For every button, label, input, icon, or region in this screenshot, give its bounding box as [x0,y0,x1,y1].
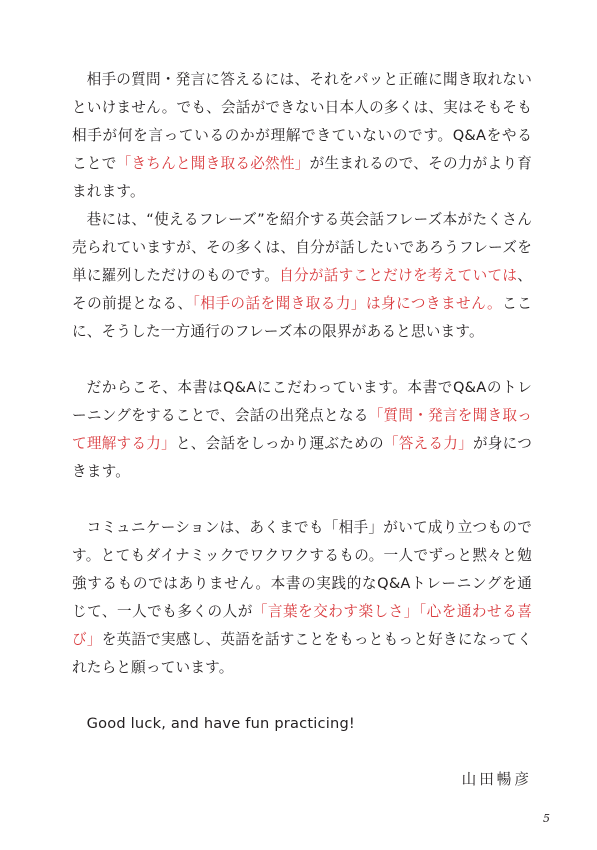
text-run: 巷には、“使えるフレーズ”を紹介する英会話フレーズ本がたくさん売られていますが、その多くは、自分が話したいであろうフレーズを単に羅列しただけのものです。 [72,211,532,284]
author-signature: 山田暢彦 [461,771,532,788]
text-run: 、その前提となる、 [72,267,532,312]
highlighted-phrase: 「相手の話を聞き取る力」は身につきません。 [192,295,503,312]
highlighted-phrase: 「答える力」 [383,435,473,452]
paragraph-3 [72,374,532,486]
page-number: 5 [543,812,550,825]
highlighted-phrase: 自分が話すことだけを考えていては [279,267,518,284]
text-run: が身につきます。 [72,435,533,480]
text-run: だからこそ、本書はQ&Aにこだわっています。本書でQ&Aのトレーニングをすることで、会話の出発点となる [72,379,532,424]
text-run: コミュニケーションは、あくまでも「相手」がいて成り立つものです。とてもダイナミックでワクワクするもの。一人でずっと黙々と勉強するものではありません。本書の実践的なQ&Aトレーニングを通じて、一人でも多くの人が [72,519,532,620]
paragraph-1 [72,66,532,206]
body-text [72,66,532,794]
text-run: 相手の質問・発言に答えるには、それをパッと正確に聞き取れないといけません。でも、会話ができない日本人の多くは、実はそもそも相手が何を言っているのかが理解できていないのです。Q&Aをやることで [72,71,532,172]
closing-message: Good luck, and have fun practicing! [86,715,355,732]
paragraph-2 [72,206,532,346]
highlighted-phrase: 「きちんと聞き取る必然性」 [116,155,310,172]
text-run: が生まれるので、その力がより育まれます。 [72,155,532,200]
text-run: ここに、そうした一方通行のフレーズ本の限界があると思います。 [72,295,532,340]
text-run: を英語で実感し、英語を話すことをもっともっと好きになってくれたらと願っています。 [72,631,532,676]
highlighted-phrase: 「言葉を交わす楽しさ」「心を通わせる喜び」 [72,603,532,648]
highlighted-phrase: 「質問・発言を聞き取って理解する力」 [72,407,532,452]
text-run: と、会話をしっかり運ぶための [175,435,384,452]
paragraph-4 [72,514,532,682]
